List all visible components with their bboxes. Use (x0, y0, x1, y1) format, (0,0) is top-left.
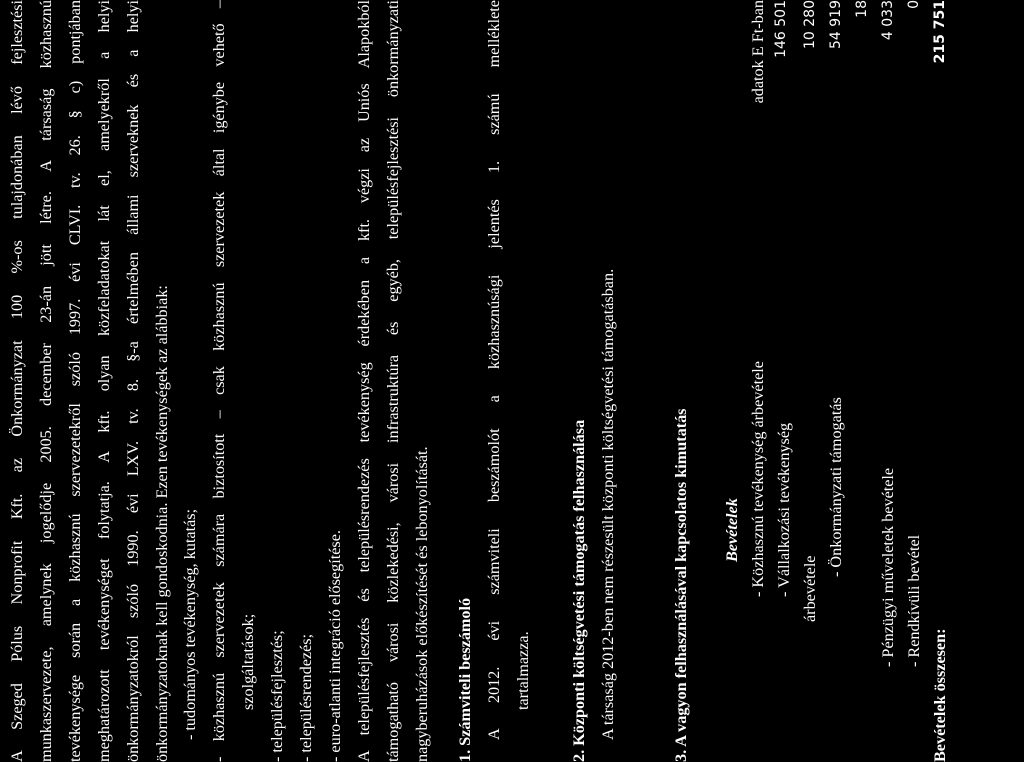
intro-line-6: önkormányzatoknak kell gondoskodnia. Ezen tevékenységek az alábbiak: (153, 285, 171, 762)
activity-item-continued: szolgáltatások; (239, 613, 257, 710)
activity-item: - euro-atlanti integráció elősegítése. (326, 530, 344, 762)
table-row-value: 10 280 (802, 0, 818, 49)
table-row-value: 146 501 (773, 0, 790, 58)
activity-item: - tudományos tevékenység, kutatás; (181, 508, 199, 740)
table-row-value: 0 (906, 0, 922, 9)
section3-heading: 3. A vagyon felhasználásával kapcsolatos kimutatás (672, 408, 690, 762)
intro-line-4: meghatározott tevékenységet folytatja. A kft. olyan közfeladatokat lát el, amelyekről a helyi (95, 0, 113, 762)
section1-heading: 1. Számviteli beszámoló (456, 597, 474, 762)
intro-line-5: önkormányzatokról szóló 1990. évi LXV. tv. 8. §-a értelmében állami szerveknek és a helyi (124, 0, 142, 762)
intro-line-2: munkaszervezete, amelynek jogelődje 2005. december 23-án jött létre. A társaság közhasznú (37, 0, 55, 762)
activity-item: - közhasznú szervezetek számára biztosított – csak közhasznú szervezetek által igénybe vehető – (210, 0, 228, 762)
table-row-label-continued: árbevétele (801, 555, 819, 622)
table-row-label: - Rendkívüli bevétel (905, 534, 923, 667)
para2-line-3: nagyberuházások előkészítését és lebonyolítását. (413, 446, 431, 762)
para2-line-2: támogatható városi közlekedési, városi infrastruktúra és egyéb, településfejlesztési önkormányzati (384, 0, 402, 762)
table-total-value: 215 751 (932, 0, 948, 64)
table-total-label: Bevételek összesen: (931, 628, 949, 762)
table-row-value: 54 919 (828, 0, 844, 49)
table-row-label: - Közhasznú tevékenység árbevétele (749, 361, 767, 597)
activity-item: - településfejlesztés; (268, 630, 286, 762)
table-row-label: - Önkormányzati támogatás (827, 397, 845, 577)
table-row-label: - Pénzügyi műveletek bevétele (879, 467, 897, 667)
intro-line-3: tevékenysége során a közhasznú szervezetekről szóló 1997. évi CLVI. tv. 26. § c) pontjában (66, 0, 84, 762)
table-row-label: - Vállalkozási tevékenység (775, 422, 793, 597)
activity-item: - településrendezés; (297, 633, 315, 762)
table-header-label: Bevételek (723, 498, 741, 562)
section2-text: A társaság 2012-ben nem részesült központi költségvetési támogatásban. (599, 268, 617, 740)
para2-line-1: A településfejlesztés és településrendezés tevékenység érdekében a kft. végzi az Uniós Alapokból (355, 0, 373, 762)
table-row-value: 18 (854, 0, 870, 18)
section1-text-continued: tartalmazza. (514, 631, 532, 710)
table-unit: adatok E Ft-ban (749, 0, 767, 104)
section2-heading: 2. Központi költségvetési támogatás felhasználása (570, 419, 588, 762)
table-row-value: 4 033 (880, 0, 896, 41)
section1-text: A 2012. évi számviteli beszámolót a közhasznúsági jelentés 1. számú melléklete (485, 0, 503, 740)
intro-line-1: A Szeged Pólus Nonprofit Kft. az Önkormányzat 100 %-os tulajdonában lévő fejlesztési (8, 0, 26, 762)
